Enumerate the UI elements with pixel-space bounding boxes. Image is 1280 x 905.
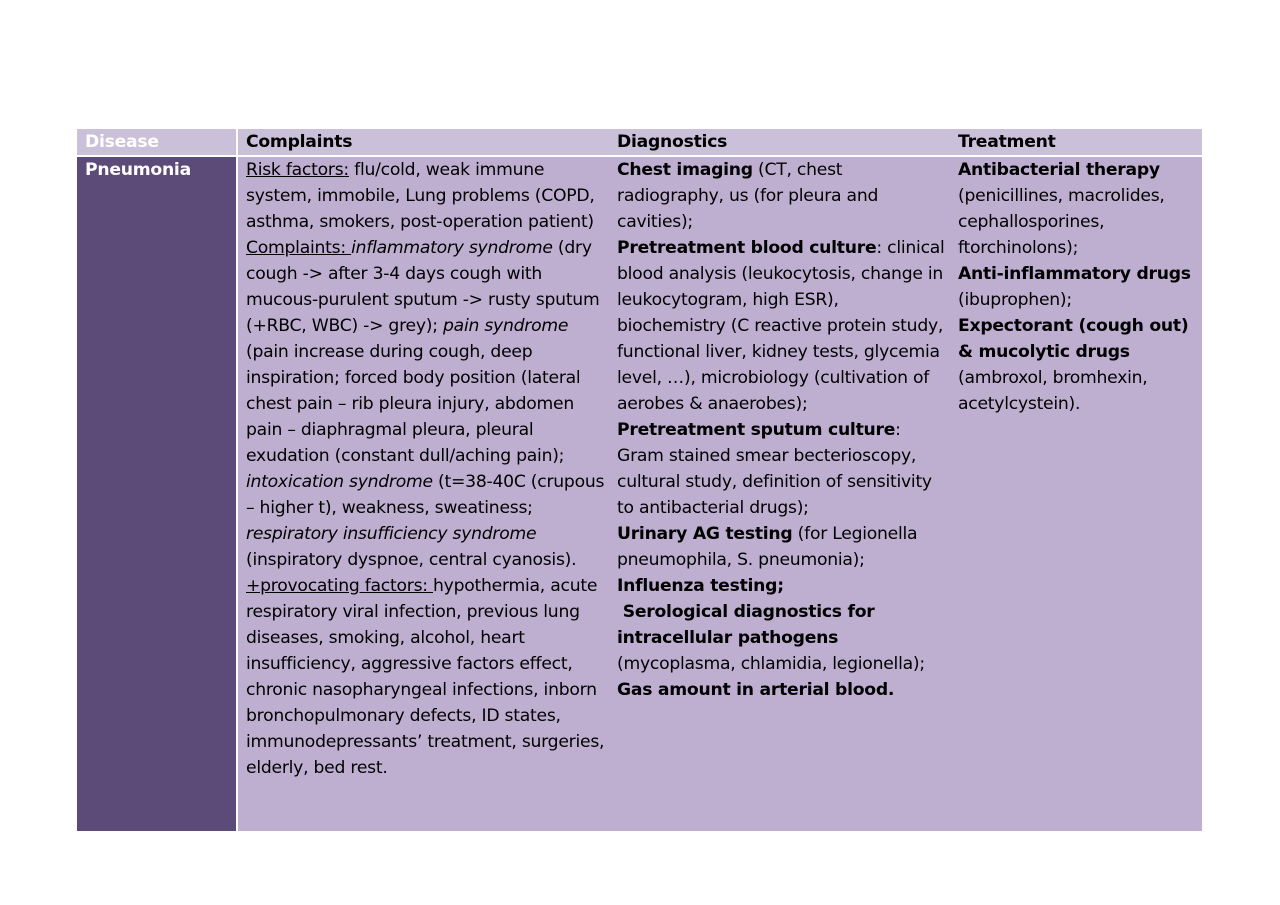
treatment-title: Antibacterial therapy: [958, 160, 1160, 180]
disease-table: [77, 129, 1202, 831]
inflammatory-syndrome-term: inflammatory syndrome: [351, 238, 553, 258]
diagnostic-title: Influenza testing;: [617, 576, 784, 596]
header-diagnostics: Diagnostics: [609, 129, 950, 156]
header-complaints: Complaints: [237, 129, 609, 156]
diagnostic-item: [617, 157, 950, 235]
diagnostic-item: [617, 521, 950, 573]
diagnostic-item: [617, 677, 950, 703]
intoxication-syndrome-term: intoxication syndrome: [246, 472, 433, 492]
provocating-factors-label: +provocating factors:: [246, 576, 434, 596]
diagnostic-title: Chest imaging: [617, 160, 753, 180]
treatment-title: Anti-inflammatory drugs: [958, 264, 1191, 284]
complaints-label: Complaints:: [246, 238, 352, 258]
diagnostic-item: [617, 235, 950, 417]
complaints-cell: [237, 156, 609, 831]
provocating-factors-paragraph: [246, 573, 609, 781]
respiratory-insufficiency-text: (inspiratory dyspnoe, central cyanosis).: [246, 550, 577, 570]
diagnostic-text: : Gram stained smear becterioscopy, cultural study, definition of sensitivity to antibacterial drugs);: [617, 420, 932, 518]
header-treatment: Treatment: [950, 129, 1202, 156]
table-row: [77, 156, 1202, 831]
diagnostic-text: (CT, chest radiography, us (for pleura and cavities);: [617, 160, 879, 232]
treatment-cell: [950, 156, 1202, 831]
diagnostic-title: Urinary AG testing: [617, 524, 793, 544]
diagnostic-item: [617, 599, 950, 677]
pain-syndrome-term: pain syndrome: [443, 316, 569, 336]
diagnostic-item: [617, 417, 950, 521]
diagnostic-text: (mycoplasma, chlamidia, legionella);: [617, 628, 925, 674]
risk-factors-paragraph: [246, 157, 609, 235]
provocating-factors-text: hypothermia, acute respiratory viral infection, previous lung diseases, smoking, alcohol, heart insufficiency, aggressive factors effect, chronic nasopharyngeal infections, inborn bronchopulmonary defects, ID states, immunodepressants’ treatment, surgeries, elderly, bed rest.: [246, 576, 605, 778]
header-disease: Disease: [77, 129, 237, 156]
diagnostic-text: (for Legionella pneumophila, S. pneumonia);: [617, 524, 918, 570]
treatment-item: [958, 157, 1202, 261]
treatment-text: (ibuprophen);: [958, 290, 1072, 310]
pain-syndrome-text: (pain increase during cough, deep inspiration; forced body position (lateral chest pain – rib pleura injury, abdomen pain – diaphragmal pleura, pleural exudation (constant dull/aching pain);: [246, 342, 581, 466]
diagnostics-cell: [609, 156, 950, 831]
intoxication-syndrome-text: (t=38-40C (crupous – higher t), weakness, sweatiness;: [246, 472, 605, 518]
treatment-title: Expectorant (cough out) & mucolytic drugs: [958, 316, 1189, 362]
treatment-text: (ambroxol, bromhexin, acetylcystein).: [958, 368, 1148, 414]
disease-cell: Pneumonia: [77, 156, 237, 831]
diagnostic-title: Gas amount in arterial blood.: [617, 680, 895, 700]
diagnostic-title: Pretreatment sputum culture: [617, 420, 896, 440]
complaints-paragraph: [246, 235, 609, 573]
diagnostic-title: Pretreatment blood culture: [617, 238, 877, 258]
diagnostic-title: Serological diagnostics for intracellular pathogens: [617, 602, 881, 648]
respiratory-insufficiency-term: respiratory insufficiency syndrome: [246, 524, 537, 544]
treatment-item: [958, 313, 1202, 417]
inflammatory-syndrome-text: (dry cough -> after 3-4 days cough with mucous-purulent sputum -> rusty sputum (+RBC, WBC) -> grey);: [246, 238, 600, 336]
header-row: [77, 129, 1202, 156]
risk-factors-label: Risk factors:: [246, 160, 349, 180]
treatment-item: [958, 261, 1202, 313]
diagnostic-item: [617, 573, 950, 599]
treatment-text: (penicillines, macrolides, cephallosporines, ftorchinolons);: [958, 186, 1165, 258]
diagnostic-text: : clinical blood analysis (leukocytosis, change in leukocytogram, high ESR), biochemistry (C reactive protein study, functional liver, kidney tests, glycemia level, …), microbiology (cultivation of aerobes & anaerobes);: [617, 238, 945, 414]
risk-factors-text: flu/cold, weak immune system, immobile, Lung problems (COPD, asthma, smokers, post-operation patient): [246, 160, 595, 232]
